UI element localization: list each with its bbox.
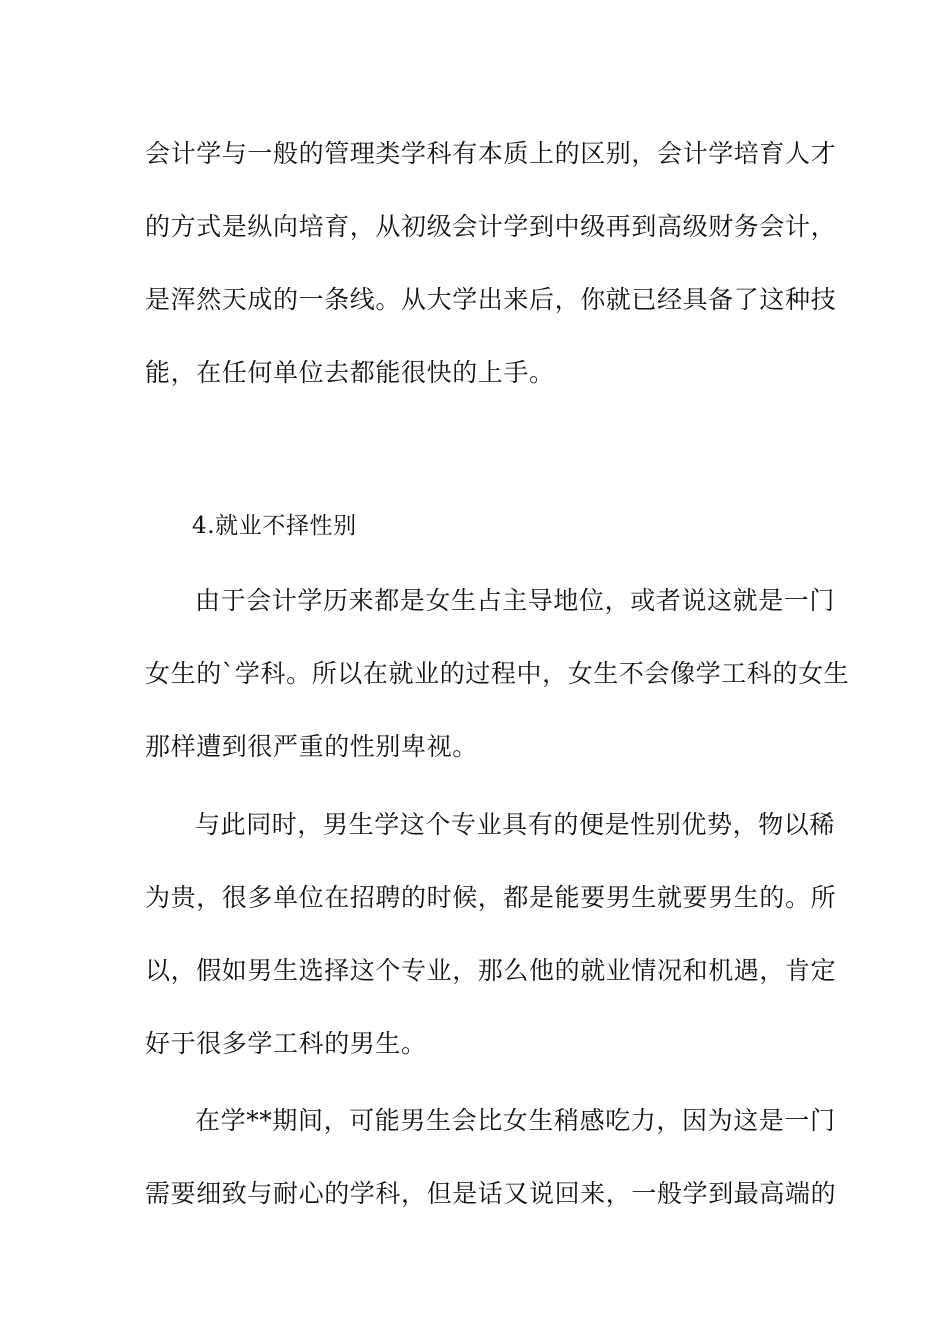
paragraph-line: 是浑然天成的一条线。从大学出来后，你就已经具备了这种技 <box>145 285 837 314</box>
paragraph-line: 以，假如男生选择这个专业，那么他的就业情况和机遇，肯定 <box>145 956 837 985</box>
paragraph-line: 为贵，很多单位在招聘的时候，都是能要男生就要男生的。所 <box>145 883 837 912</box>
paragraph-line: 在学**期间，可能男生会比女生稍感吃力，因为这是一门 <box>195 1106 836 1135</box>
paragraph-line: 会计学与一般的管理类学科有本质上的区别，会计学培育人才 <box>145 139 837 168</box>
paragraph-line: 那样遭到很严重的性别卑视。 <box>145 732 478 761</box>
section-heading: 4.就业不择性别 <box>192 513 357 539</box>
paragraph-line: 与此同时，男生学这个专业具有的便是性别优势，物以稀 <box>195 810 836 839</box>
paragraph-line: 需要细致与耐心的学科，但是话又说回来，一般学到最高端的 <box>145 1179 837 1208</box>
paragraph-line: 的方式是纵向培育，从初级会计学到中级再到高级财务会计， <box>145 212 837 241</box>
paragraph-line: 女生的`学科。所以在就业的过程中，女生不会像学工科的女生 <box>145 659 850 688</box>
paragraph-line: 由于会计学历来都是女生占主导地位，或者说这就是一门 <box>195 586 836 615</box>
paragraph-line: 好于很多学工科的男生。 <box>145 1029 427 1058</box>
paragraph-line: 能，在任何单位去都能很快的上手。 <box>145 358 555 387</box>
